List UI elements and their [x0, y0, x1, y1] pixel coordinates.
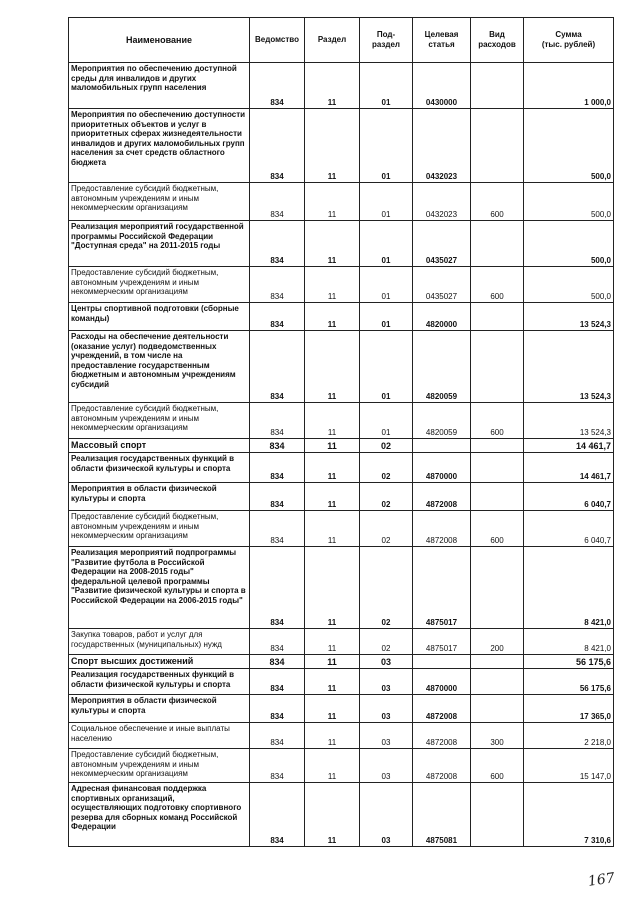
header-section: Раздел: [305, 18, 360, 63]
cell-target: 0430000: [413, 63, 471, 109]
cell-section: 11: [305, 511, 360, 547]
cell-section: 11: [305, 109, 360, 183]
cell-amount: 17 365,0: [524, 695, 614, 723]
cell-amount: 500,0: [524, 183, 614, 221]
cell-subsection: 01: [360, 303, 413, 331]
cell-name: Предоставление субсидий бюджетным, автономным учреждениям и иным некоммерческим организациям: [69, 267, 250, 303]
table-row: [69, 511, 614, 547]
cell-amount: 14 461,7: [524, 453, 614, 483]
cell-name: Предоставление субсидий бюджетным, автономным учреждениям и иным некоммерческим организациям: [69, 183, 250, 221]
cell-section: 11: [305, 723, 360, 749]
cell-target: 4870000: [413, 669, 471, 695]
cell-amount: 56 175,6: [524, 669, 614, 695]
table-row: [69, 439, 614, 453]
cell-subsection: 02: [360, 511, 413, 547]
cell-amount: 13 524,3: [524, 331, 614, 403]
cell-amount: 6 040,7: [524, 511, 614, 547]
cell-type: [471, 669, 524, 695]
cell-amount: 8 421,0: [524, 547, 614, 629]
cell-amount: 14 461,7: [524, 439, 614, 453]
cell-section: 11: [305, 695, 360, 723]
cell-name: Предоставление субсидий бюджетным, автономным учреждениям и иным некоммерческим организациям: [69, 403, 250, 439]
cell-type: [471, 303, 524, 331]
table-row: [69, 183, 614, 221]
table-row: [69, 629, 614, 655]
cell-amount: 500,0: [524, 221, 614, 267]
cell-target: 4875081: [413, 783, 471, 847]
cell-section: 11: [305, 629, 360, 655]
cell-amount: 7 310,6: [524, 783, 614, 847]
header-amount: Сумма (тыс. рублей): [524, 18, 614, 63]
cell-type: [471, 331, 524, 403]
cell-subsection: 03: [360, 749, 413, 783]
cell-subsection: 01: [360, 109, 413, 183]
cell-dept: 834: [250, 183, 305, 221]
cell-target: 4875017: [413, 547, 471, 629]
cell-dept: 834: [250, 669, 305, 695]
table-row: [69, 331, 614, 403]
cell-dept: 834: [250, 63, 305, 109]
cell-section: 11: [305, 655, 360, 669]
cell-type: [471, 783, 524, 847]
cell-amount: 2 218,0: [524, 723, 614, 749]
cell-dept: 834: [250, 221, 305, 267]
cell-subsection: 02: [360, 439, 413, 453]
cell-subsection: 03: [360, 655, 413, 669]
cell-target: 0432023: [413, 183, 471, 221]
cell-section: 11: [305, 547, 360, 629]
table-row: [69, 221, 614, 267]
cell-section: 11: [305, 303, 360, 331]
cell-name: Центры спортивной подготовки (сборные команды): [69, 303, 250, 331]
cell-target: 4872008: [413, 483, 471, 511]
cell-target: 4870000: [413, 453, 471, 483]
cell-dept: 834: [250, 723, 305, 749]
header-type: Вид расходов: [471, 18, 524, 63]
table-row: [69, 403, 614, 439]
cell-subsection: 03: [360, 783, 413, 847]
table-row: [69, 63, 614, 109]
cell-dept: 834: [250, 749, 305, 783]
cell-section: 11: [305, 453, 360, 483]
cell-type: 600: [471, 267, 524, 303]
cell-amount: 1 000,0: [524, 63, 614, 109]
table-row: [69, 303, 614, 331]
cell-amount: 500,0: [524, 267, 614, 303]
cell-type: [471, 453, 524, 483]
table-row: [69, 695, 614, 723]
header-dept: Ведомство: [250, 18, 305, 63]
cell-section: 11: [305, 267, 360, 303]
cell-section: 11: [305, 63, 360, 109]
cell-name: Расходы на обеспечение деятельности (оказание услуг) подведомственных учреждений, в том числе на предоставление государственным бюджетным и автономным учреждениям субсидий: [69, 331, 250, 403]
cell-type: 600: [471, 183, 524, 221]
cell-dept: 834: [250, 303, 305, 331]
cell-amount: 13 524,3: [524, 303, 614, 331]
cell-type: [471, 109, 524, 183]
cell-amount: 8 421,0: [524, 629, 614, 655]
page-number-mark: 167: [587, 870, 616, 890]
cell-dept: 834: [250, 453, 305, 483]
header-subsection: Под- раздел: [360, 18, 413, 63]
cell-type: 300: [471, 723, 524, 749]
cell-target: 4872008: [413, 749, 471, 783]
cell-dept: 834: [250, 511, 305, 547]
cell-target: [413, 439, 471, 453]
cell-subsection: 02: [360, 547, 413, 629]
cell-dept: 834: [250, 629, 305, 655]
cell-dept: 834: [250, 331, 305, 403]
cell-name: Социальное обеспечение и иные выплаты населению: [69, 723, 250, 749]
cell-subsection: 01: [360, 403, 413, 439]
cell-name: Реализация государственных функций в области физической культуры и спорта: [69, 453, 250, 483]
cell-name: Реализация мероприятий подпрограммы "Развитие футбола в Российской Федерации на 2008-2015 годы" федеральной целевой программы "Развитие физической культуры и спорта в Российской Федерации на 2006-2015 годы": [69, 547, 250, 629]
cell-target: 4872008: [413, 511, 471, 547]
cell-name: Предоставление субсидий бюджетным, автономным учреждениям и иным некоммерческим организациям: [69, 511, 250, 547]
cell-subsection: 03: [360, 695, 413, 723]
cell-type: 600: [471, 403, 524, 439]
cell-target: 0432023: [413, 109, 471, 183]
cell-name: Спорт высших достижений: [69, 655, 250, 669]
cell-subsection: 01: [360, 221, 413, 267]
cell-amount: 500,0: [524, 109, 614, 183]
cell-subsection: 03: [360, 669, 413, 695]
cell-name: Мероприятия по обеспечению доступной среды для инвалидов и других маломобильных групп населения: [69, 63, 250, 109]
table-body: [69, 63, 614, 847]
cell-amount: 13 524,3: [524, 403, 614, 439]
cell-dept: 834: [250, 109, 305, 183]
cell-type: [471, 483, 524, 511]
cell-dept: 834: [250, 783, 305, 847]
cell-target: 4872008: [413, 695, 471, 723]
cell-section: 11: [305, 403, 360, 439]
cell-dept: 834: [250, 439, 305, 453]
cell-target: 4875017: [413, 629, 471, 655]
cell-target: 4820059: [413, 403, 471, 439]
table-row: [69, 723, 614, 749]
cell-subsection: 01: [360, 63, 413, 109]
cell-amount: 15 147,0: [524, 749, 614, 783]
cell-target: 4820000: [413, 303, 471, 331]
budget-table: [68, 17, 614, 847]
cell-name: Мероприятия по обеспечению доступности приоритетных объектов и услуг в приоритетных сферах жизнедеятельности инвалидов и других маломобильных групп населения за счет средств областного бюджета: [69, 109, 250, 183]
cell-subsection: 01: [360, 267, 413, 303]
cell-name: Массовый спорт: [69, 439, 250, 453]
cell-name: Предоставление субсидий бюджетным, автономным учреждениям и иным некоммерческим организациям: [69, 749, 250, 783]
cell-type: 600: [471, 511, 524, 547]
cell-type: [471, 695, 524, 723]
cell-type: [471, 439, 524, 453]
cell-dept: 834: [250, 695, 305, 723]
cell-subsection: 02: [360, 453, 413, 483]
cell-target: [413, 655, 471, 669]
cell-target: 0435027: [413, 221, 471, 267]
cell-subsection: 03: [360, 723, 413, 749]
table-row: [69, 783, 614, 847]
cell-target: 0435027: [413, 267, 471, 303]
cell-subsection: 02: [360, 629, 413, 655]
cell-section: 11: [305, 669, 360, 695]
table-row: [69, 547, 614, 629]
table-row: [69, 655, 614, 669]
cell-section: 11: [305, 483, 360, 511]
cell-amount: 6 040,7: [524, 483, 614, 511]
cell-dept: 834: [250, 403, 305, 439]
cell-section: 11: [305, 439, 360, 453]
cell-section: 11: [305, 749, 360, 783]
cell-dept: 834: [250, 655, 305, 669]
cell-section: 11: [305, 783, 360, 847]
cell-type: [471, 655, 524, 669]
cell-type: 200: [471, 629, 524, 655]
table-header-row: [69, 18, 614, 63]
table-row: [69, 267, 614, 303]
cell-section: 11: [305, 221, 360, 267]
cell-dept: 834: [250, 483, 305, 511]
table-row: [69, 669, 614, 695]
cell-name: Мероприятия в области физической культуры и спорта: [69, 695, 250, 723]
cell-type: [471, 63, 524, 109]
table-row: [69, 453, 614, 483]
cell-type: [471, 547, 524, 629]
cell-target: 4820059: [413, 331, 471, 403]
cell-amount: 56 175,6: [524, 655, 614, 669]
cell-name: Мероприятия в области физической культуры и спорта: [69, 483, 250, 511]
header-name: Наименование: [69, 18, 250, 63]
cell-subsection: 01: [360, 183, 413, 221]
cell-name: Реализация мероприятий государственной программы Российской Федерации "Доступная среда" на 2011-2015 годы: [69, 221, 250, 267]
table-row: [69, 109, 614, 183]
table-row: [69, 749, 614, 783]
header-target: Целевая статья: [413, 18, 471, 63]
cell-subsection: 01: [360, 331, 413, 403]
cell-dept: 834: [250, 267, 305, 303]
cell-subsection: 02: [360, 483, 413, 511]
table-row: [69, 483, 614, 511]
cell-section: 11: [305, 183, 360, 221]
cell-target: 4872008: [413, 723, 471, 749]
cell-section: 11: [305, 331, 360, 403]
cell-dept: 834: [250, 547, 305, 629]
cell-name: Закупка товаров, работ и услуг для государственных (муниципальных) нужд: [69, 629, 250, 655]
cell-name: Адресная финансовая поддержка спортивных организаций, осуществляющих подготовку спортивного резерва для сборных команд Российской Федерации: [69, 783, 250, 847]
cell-name: Реализация государственных функций в области физической культуры и спорта: [69, 669, 250, 695]
cell-type: [471, 221, 524, 267]
cell-type: 600: [471, 749, 524, 783]
